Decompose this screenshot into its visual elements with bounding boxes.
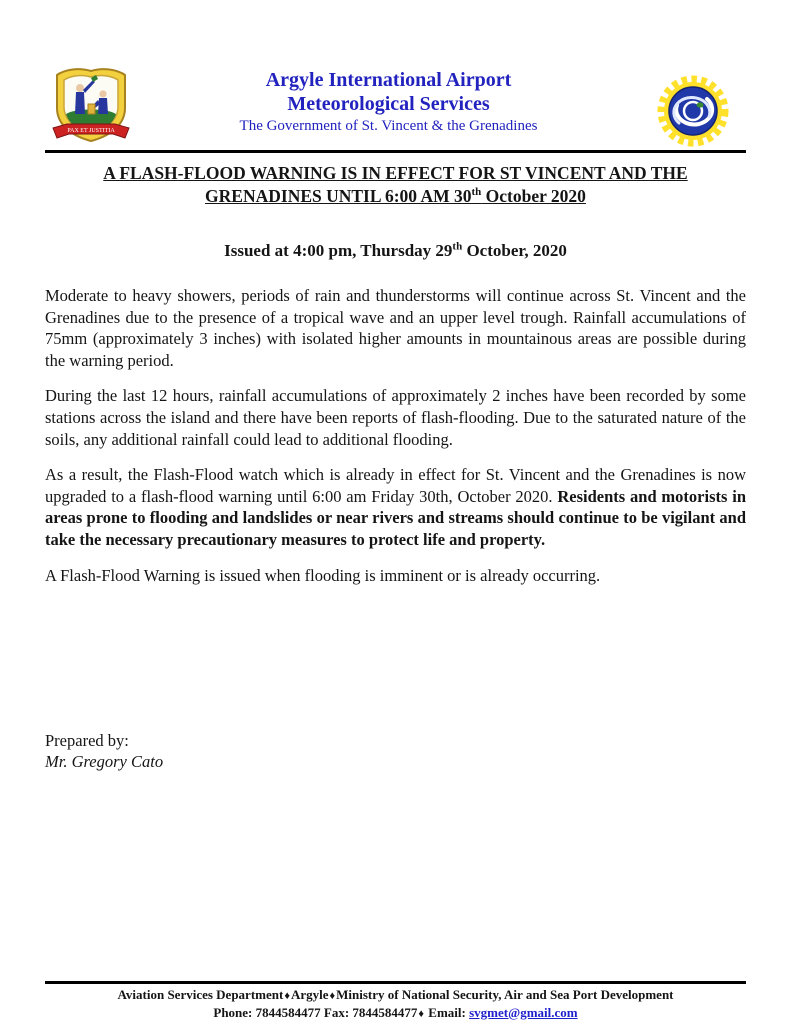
bulletin-body: [45, 285, 746, 600]
signature-block: [45, 730, 163, 772]
issued-text: Issued at 4:00 pm, Thursday 29: [224, 241, 453, 260]
org-name-line2: Meteorological Services: [287, 93, 490, 115]
title-ordinal-sup: th: [471, 186, 482, 199]
footer-ministry: Ministry of National Security, Air and Sea Port Development: [336, 987, 674, 1002]
crest-motto-text: PAX ET JUSTITIA: [67, 128, 115, 134]
diamond-separator-icon: ♦: [418, 1007, 425, 1020]
footer-department-line: [45, 987, 746, 1005]
upgrade-notice-text: As a result, the Flash-Flood watch which is already in effect for St. Vincent and the Grenadines is now upgraded to a flash-flood warning until 6:00 am Friday 30th, October 2020.: [45, 465, 746, 506]
st-vincent-coat-of-arms-icon: [45, 66, 137, 148]
diamond-separator-icon: ♦: [329, 990, 336, 1002]
paragraph-observations: During the last 12 hours, rainfall accumulations of approximately 2 inches have been recorded by some stations across the island and there have been reports of flash-flooding. Due to the saturated nature of the soils, any additional rainfall could lead to additional flooding.: [45, 386, 746, 449]
diamond-separator-icon: ♦: [284, 990, 290, 1002]
issued-text-end: October, 2020: [462, 241, 567, 260]
preparer-name: Mr. Gregory Cato: [45, 752, 164, 771]
paragraph-forecast: Moderate to heavy showers, periods of rain and thunderstorms will continue across St. Vincent and the Grenadines due to the presence of a tropical wave and an upper level trough. Rainfall accumulations of 75mm (approximately 3 inches) with isolated higher amounts in mountainous areas are possible during the warning period.: [45, 286, 746, 370]
org-name-line1: Argyle International Airport: [265, 69, 512, 91]
org-government-line: The Government of St. Vincent & the Grenadines: [239, 118, 538, 134]
prepared-by-label: Prepared by:: [45, 731, 129, 750]
org-title-block: [137, 66, 640, 136]
paragraph-definition: A Flash-Flood Warning is issued when flooding is imminent or is already occurring.: [45, 565, 601, 585]
paragraph-upgrade-notice: [45, 464, 746, 550]
warning-title-line1: A FLASH-FLOOD WARNING IS IN EFFECT FOR ST VINCENT AND THE: [103, 163, 688, 183]
warning-title-line2-end: October 2020: [481, 186, 586, 206]
precaution-advisory-text: Residents and motorists in areas prone to flooding and landslides or near rivers and streams should continue to be vigilant and take the necessary precautionary measures to protect life and property.: [45, 486, 746, 549]
warning-title: [45, 162, 746, 208]
footer-dept: Aviation Services Department: [117, 987, 284, 1002]
issued-ordinal-sup: th: [452, 240, 463, 253]
email-link[interactable]: svgmet@gmail.com: [469, 1004, 578, 1020]
footer-phone-fax: Phone: 7844584477 Fax: 7844584477: [213, 1004, 418, 1020]
footer-block: [45, 987, 746, 1022]
footer-location: Argyle: [290, 987, 329, 1002]
letterhead: [45, 66, 746, 148]
met-services-sun-logo-icon: [640, 74, 746, 148]
warning-title-line2: GRENADINES UNTIL 6:00 AM 30: [205, 186, 472, 206]
issued-timestamp: [45, 241, 746, 261]
header-divider-rule: [45, 150, 746, 153]
footer-contact-line: [45, 1005, 746, 1023]
footer-divider-rule: [45, 981, 746, 984]
footer-email-label: Email:: [425, 1004, 470, 1020]
